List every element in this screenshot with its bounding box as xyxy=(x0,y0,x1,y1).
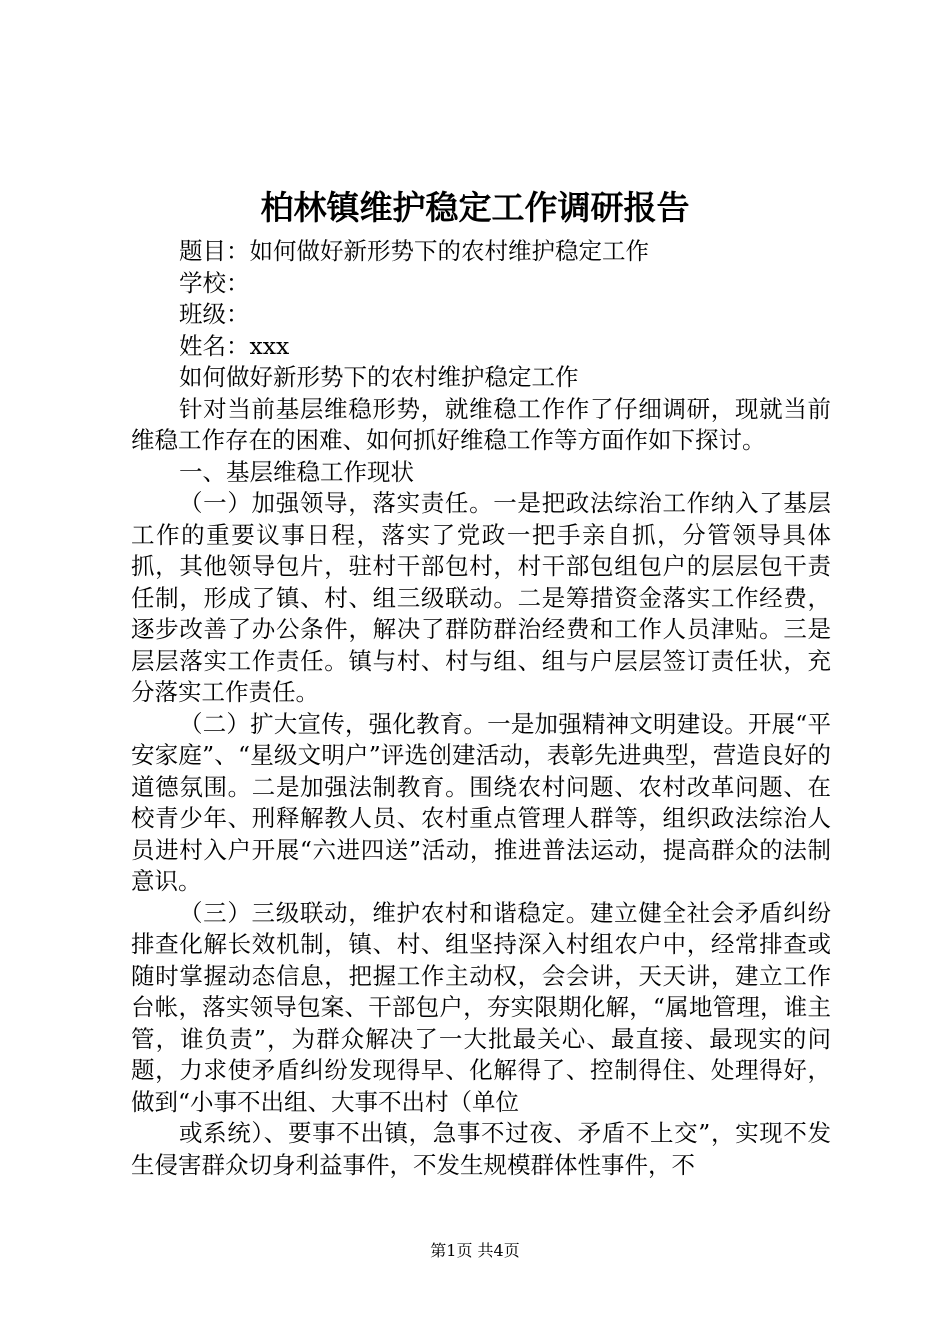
paragraph-continuation: 或系统）、要事不出镇，急事不过夜、矛盾不上交”，实现不发生侵害群众切身利益事件，不发生规模群体性事件，不 xyxy=(131,1119,831,1179)
paragraph-intro: 针对当前基层维稳形势，就维稳工作作了仔细调研，现就当前维稳工作存在的困难、如何抓好维稳工作等方面作如下探讨。 xyxy=(131,394,831,454)
header-line-topic: 题目：如何做好新形势下的农村维护稳定工作 xyxy=(179,237,649,265)
paragraph-linkage: （三）三级联动，维护农村和谐稳定。建立健全社会矛盾纠纷排查化解长效机制，镇、村、组坚持深入村组农户中，经常排查或随时掌握动态信息，把握工作主动权，会会讲，天天讲，建立工作台帐，落实领导包案、干部包户，夯实限期化解，“属地管理，谁主管，谁负责”，为群众解决了一大批最关心、最直接、最现实的问题，力求使矛盾纠纷发现得早、化解得了、控制得住、处理得好，做到“小事不出组、大事不出村（单位 xyxy=(131,898,831,1116)
document-body xyxy=(131,236,831,1181)
header-line-school: 学校： xyxy=(179,268,250,297)
section-heading-status: 一、基层维稳工作现状 xyxy=(179,457,414,486)
document-title: 柏林镇维护稳定工作调研报告 xyxy=(260,188,690,227)
page-number-footer: 第1页 共4页 xyxy=(430,1241,520,1260)
paragraph-leadership: （一）加强领导，落实责任。一是把政法综治工作纳入了基层工作的重要议事日程，落实了党政一把手亲自抓，分管领导具体抓，其他领导包片，驻村干部包村，村干部包组包户的层层包干责任制，形成了镇、村、组三级联动。二是筹措资金落实工作经费，逐步改善了办公条件，解决了群防群治经费和工作人员津贴。三是层层落实工作责任。镇与村、村与组、组与户层层签订责任状，充分落实工作责任。 xyxy=(131,489,831,706)
header-line-class: 班级： xyxy=(179,300,250,328)
header-line-subtitle: 如何做好新形势下的农村维护稳定工作 xyxy=(179,363,579,391)
header-line-name: 姓名：xxx xyxy=(179,331,290,360)
paragraph-publicity: （二）扩大宣传，强化教育。一是加强精神文明建设。开展“平安家庭”、“星级文明户”评选创建活动，表彰先进典型，营造良好的道德氛围。二是加强法制教育。围绕农村问题、农村改革问题、在校青少年、刑释解教人员、农村重点管理人群等，组织政法综治人员进村入户开展“六进四送”活动，推进普法运动，提高群众的法制意识。 xyxy=(131,709,831,895)
